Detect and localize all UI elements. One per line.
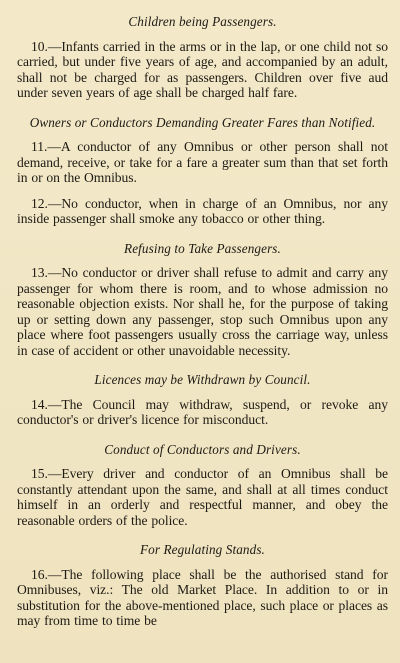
section-heading-greater-fares: Owners or Conductors Demanding Greater Fares than Notified.	[29, 114, 376, 130]
clause-10: 10.—Infants carried in the arms or in the lap, or one child not so carried, but under five years of age, and accompanied by an adult, shall not be charged for as passengers. Children over five aud under seven years of age shall be charged half fare.	[17, 38, 388, 100]
section-heading-refusing-passengers: Refusing to Take Passengers.	[124, 240, 281, 256]
section-heading-licences-withdrawn: Licences may be Withdrawn by Council.	[94, 372, 311, 387]
clause-16: 16.—The following place shall be the authorised stand for Omnibuses, viz.: The old Market Place. In addition to or in substitution for the above-mentioned place, such place or places as may from time to time be	[17, 566, 388, 628]
section-heading-conduct: Conduct of Conductors and Drivers.	[104, 441, 301, 457]
clause-13: 13.—No conductor or driver shall refuse to admit and carry any passenger for whom there is room, and to whose admission no reasonable objection exists. Nor shall he, for the purpose of taking up or setting down any passenger, stop such Omnibus upon any place where foot passengers usually cross the carriage way, unless in case of accident or other unavoidable necessity.	[17, 265, 388, 358]
clause-14: 14.—The Council may withdraw, suspend, or revoke any conductor's or driver's licence for misconduct.	[17, 396, 388, 427]
clause-11: 11.—A conductor of any Omnibus or other person shall not demand, receive, or take for a fare a greater sum than that set forth in or on the Omnibus.	[17, 139, 388, 185]
section-heading-regulating-stands: For Regulating Stands.	[140, 542, 265, 557]
clause-15: 15.—Every driver and conductor of an Omnibus shall be constantly attendant upon the same, and shall at all times conduct himself in an orderly and respectful manner, and obey the reasonable orders of the police.	[17, 466, 388, 528]
section-heading-children-passengers: Children being Passengers.	[128, 14, 277, 29]
clause-12: 12.—No conductor, when in charge of an Omnibus, nor any inside passenger shall smoke any tobacco or other thing.	[17, 195, 388, 226]
